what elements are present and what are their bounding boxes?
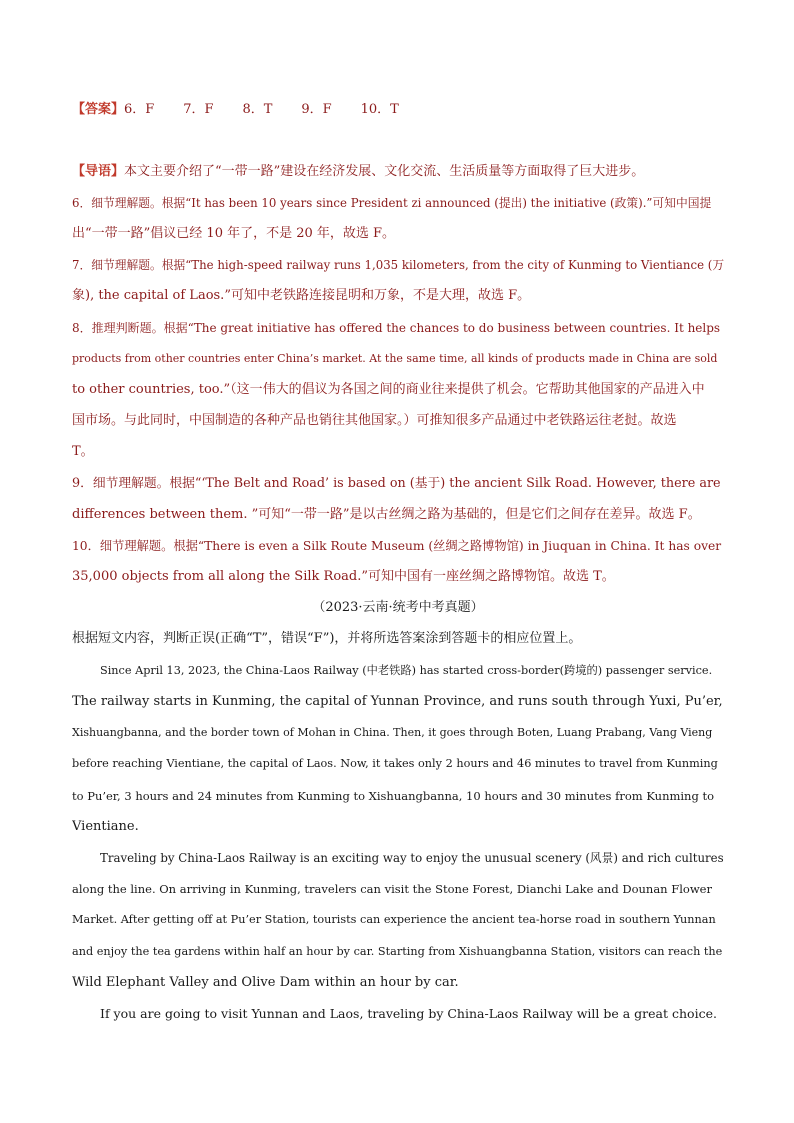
explanation-line: T。 — [72, 444, 94, 459]
answer-item: 6．F — [124, 102, 155, 117]
guide-label: 【导语】 — [72, 164, 125, 179]
answer-line — [72, 101, 724, 119]
source-line: （2023·云南·统考中考真题） — [312, 600, 484, 615]
guide-line — [72, 163, 724, 181]
explanation-line: 国市场。与此同时，中国制造的各种产品也销往其他国家。）可推知很多产品通过中老铁路运往老挝。故选 — [72, 413, 677, 428]
answer-item: 7．F — [183, 102, 214, 117]
instruction-line: 根据短文内容，判断正误(正确“T”，错误“F”)，并将所选答案涂到答题卡的相应位置上。 — [72, 631, 582, 646]
explanation-line: differences between them. ”可知“一带一路”是以古丝绸之路为基础的，但是它们之间存在差异。故选 F。 — [72, 507, 701, 522]
passage-line: Since April 13, 2023, the China-Laos Railway (中老铁路) has started cross-border(跨境的) passenger service. — [100, 664, 713, 677]
answer-label: 【答案】 — [72, 102, 125, 117]
explanation-line: 35,000 objects from all along the Silk Road.”可知中国有一座丝绸之路博物馆。故选 T。 — [72, 569, 615, 584]
guide-text: 本文主要介绍了“一带一路”建设在经济发展、文化交流、生活质量等方面取得了巨大进步。 — [124, 164, 645, 179]
explanation-line: 7．细节理解题。根据“The high-speed railway runs 1,035 kilometers, from the city of Kunming to Vientiance (万 — [72, 258, 724, 272]
explanation-line: to other countries, too.”（这一伟大的倡议为各国之间的商业往来提供了机会。它帮助其他国家的产品进入中 — [72, 382, 705, 397]
passage-line: along the line. On arriving in Kunming, travelers can visit the Stone Forest, Dianchi Lake and Dounan Flower — [72, 882, 712, 896]
passage-line: Market. After getting off at Pu’er Station, tourists can experience the ancient tea-horse road in southern Yunnan — [72, 913, 716, 926]
answer-item: 9．F — [301, 102, 332, 117]
answer-item: 8．T — [242, 102, 273, 117]
answer-item: 10．T — [360, 102, 399, 117]
passage-line: Vientiane. — [72, 819, 139, 834]
explanation-line: 象), the capital of Laos.”可知中老铁路连接昆明和万象，不是大理，故选 F。 — [72, 288, 531, 303]
passage-line: before reaching Vientiane, the capital of Laos. Now, it takes only 2 hours and 46 minutes to travel from Kunming — [72, 757, 718, 770]
passage-line: Xishuangbanna, and the border town of Mohan in China. Then, it goes through Boten, Luang Prabang, Vang Vieng — [72, 726, 713, 739]
passage-line: If you are going to visit Yunnan and Laos, traveling by China-Laos Railway will be a great choice. — [100, 1006, 717, 1021]
explanation-line: products from other countries enter China’s market. At the same time, all kinds of products made in China are sold — [72, 352, 718, 365]
passage-line: Traveling by China-Laos Railway is an exciting way to enjoy the unusual scenery (风景) and rich cultures — [100, 851, 724, 865]
explanation-line: 10．细节理解题。根据“There is even a Silk Route Museum (丝绸之路博物馆) in Jiuquan in China. It has over — [72, 539, 722, 553]
passage-line: Wild Elephant Valley and Olive Dam within an hour by car. — [72, 975, 459, 990]
explanation-line: 6．细节理解题。根据“It has been 10 years since President zi announced (提出) the initiative (政策).”可知中国提 — [72, 196, 712, 210]
explanation-line: 9．细节理解题。根据“‘The Belt and Road’ is based on (基于) the ancient Silk Road. However, there are — [72, 476, 721, 491]
explanation-line: 出“一带一路”倡议已经 10 年了，不是 20 年，故选 F。 — [72, 226, 396, 241]
explanation-line: 8．推理判断题。根据“The great initiative has offered the chances to do business between countries. It helps — [72, 321, 721, 335]
passage-line: The railway starts in Kunming, the capital of Yunnan Province, and runs south through Yuxi, Pu’er, — [72, 694, 723, 709]
passage-line: to Pu’er, 3 hours and 24 minutes from Kunming to Xishuangbanna, 10 hours and 30 minutes from Kunming to — [72, 789, 715, 803]
passage-line: and enjoy the tea gardens within half an hour by car. Starting from Xishuangbanna Station, visitors can reach the — [72, 945, 723, 958]
